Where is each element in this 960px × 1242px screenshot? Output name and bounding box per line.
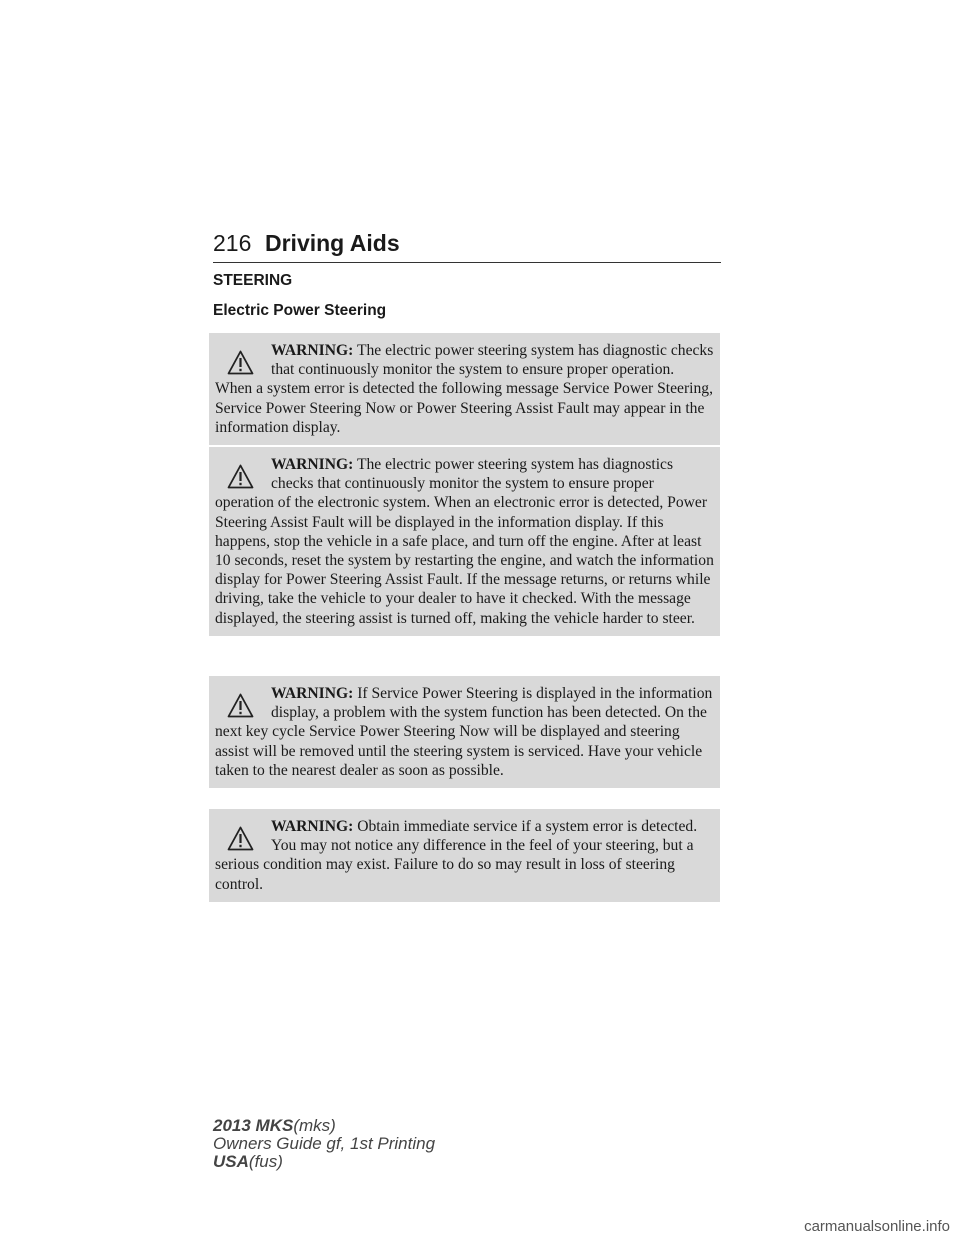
warning-text: If Service Power Steering is displayed in the information display, a problem with the system function has been detected. On the next key cycle Service Power Steering Now will be displayed and steering assist will be removed until the steering system is serviced. Have your vehicle taken to the nearest dealer as soon as possible. — [215, 685, 713, 779]
warning-label: WARNING: — [271, 818, 354, 835]
warning-box — [209, 809, 720, 902]
footer-model-year: 2013 MKS — [213, 1116, 294, 1135]
warning-triangle-icon — [227, 464, 254, 489]
warning-triangle-icon — [227, 350, 254, 375]
footer-line-model — [213, 1117, 435, 1135]
page-number: 216 — [213, 230, 252, 256]
footer-line-region — [213, 1153, 435, 1171]
section-heading: STEERING — [213, 272, 293, 289]
warning-box — [209, 676, 720, 788]
warning-text: Obtain immediate service if a system error is detected. You may not notice any difference in the feel of your steering, but a serious condition may exist. Failure to do so may result in loss of steering control. — [215, 818, 698, 893]
footer-region: USA — [213, 1152, 249, 1171]
warning-triangle-icon — [227, 693, 254, 718]
footer-model-code: (mks) — [293, 1116, 336, 1135]
footer-region-code: (fus) — [248, 1152, 283, 1171]
subsection-heading: Electric Power Steering — [213, 302, 387, 319]
warning-box — [209, 447, 720, 636]
warning-triangle-icon — [227, 826, 254, 851]
warning-text: The electric power steering system has diagnostic checks that continuously monitor the system to ensure proper operation. When a system error is detected the following message Service Power Steering, Service Power Steering Now or Power Steering Assist Fault may appear in the information display. — [215, 342, 714, 436]
warning-box — [209, 333, 720, 445]
footer-line-guide: Owners Guide gf, 1st Printing — [213, 1134, 436, 1153]
warning-label: WARNING: — [271, 685, 354, 702]
watermark-link[interactable]: carmanualsonline.info — [804, 1218, 950, 1235]
document-footer — [213, 1117, 435, 1171]
page-header — [213, 228, 721, 263]
chapter-title: Driving Aids — [265, 230, 400, 256]
warning-label: WARNING: — [271, 456, 354, 473]
warning-text: The electric power steering system has diagnostics checks that continuously monitor the system to ensure proper operation of the electronic system. When an electronic error is detected, Power Steering Assist Fault will be displayed in the information display. If this happens, stop the vehicle in a safe place, and turn off the engine. After at least 10 seconds, reset the system by restarting the engine, and watch the information display for Power Steering Assist Fault. If the message returns, or returns while driving, take the vehicle to your dealer to have it checked. With the message displayed, the steering assist is turned off, making the vehicle harder to steer. — [215, 456, 714, 627]
warning-label: WARNING: — [271, 342, 354, 359]
